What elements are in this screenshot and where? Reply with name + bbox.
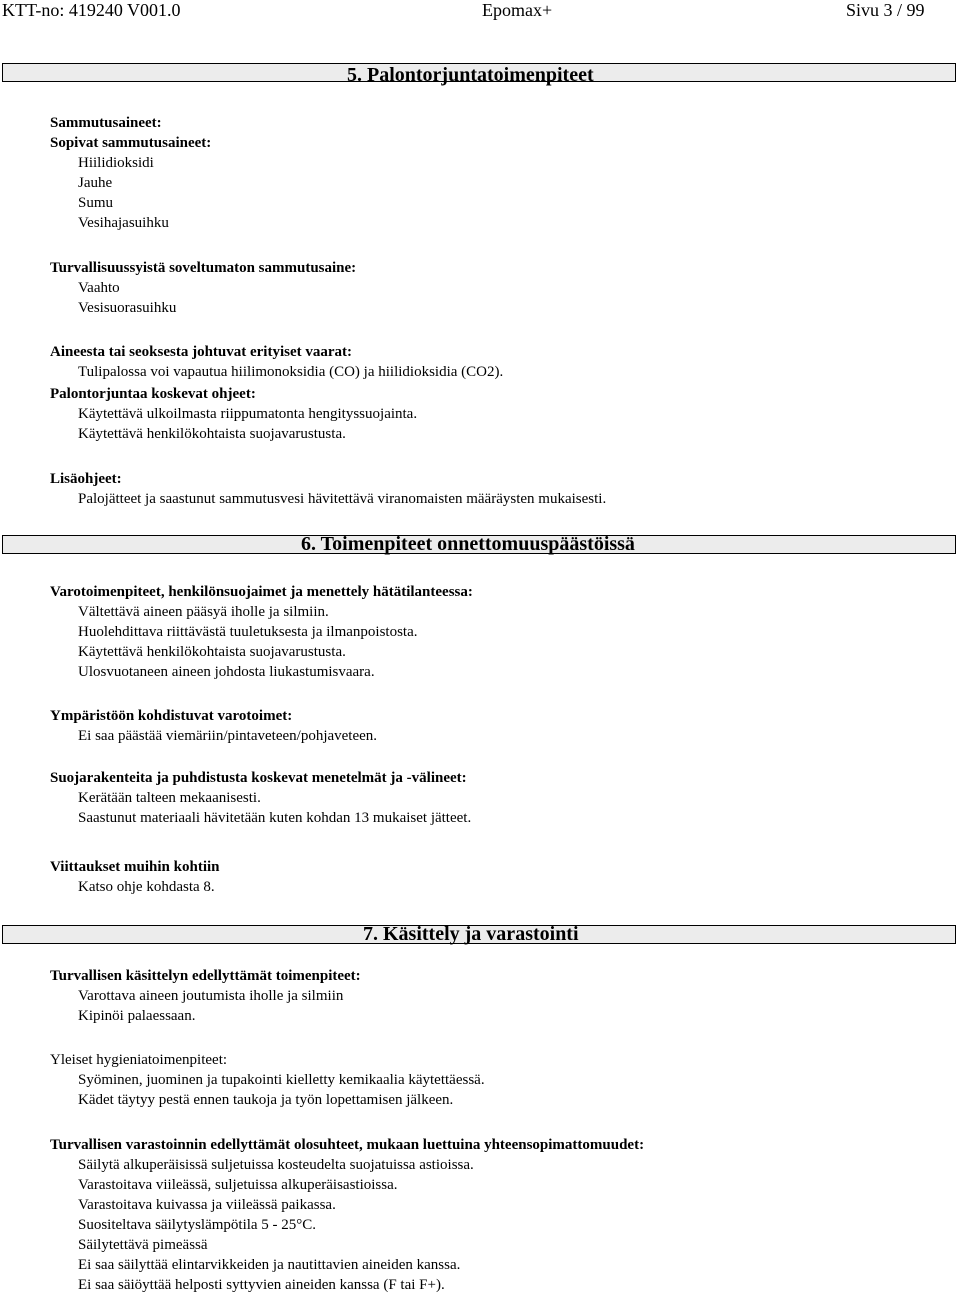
section-7-title: 7. Käsittely ja varastointi bbox=[363, 923, 579, 945]
section-5-title: 5. Palontorjuntatoimenpiteet bbox=[347, 64, 594, 86]
s5-b4-heading-0: Lisäohjeet: bbox=[50, 471, 122, 487]
section-6-title: 6. Toimenpiteet onnettomuuspäästöissä bbox=[301, 533, 635, 555]
s5-block-3 bbox=[50, 384, 930, 444]
s5-b2-line-0: Tulipalossa voi vapautua hiilimonoksidia (CO) ja hiilidioksidia (CO2). bbox=[78, 364, 504, 380]
s5-b0-heading-0: Sammutusaineet: bbox=[50, 115, 162, 131]
s6-b2-heading-0: Suojarakenteita ja puhdistusta koskevat menetelmät ja -välineet: bbox=[50, 770, 467, 786]
s5-b4-line-0: Palojätteet ja saastunut sammutusvesi hävitettävä viranomaisten määräysten mukaisesti. bbox=[78, 491, 607, 507]
s7-block-2 bbox=[50, 1135, 930, 1295]
document-id: KTT-no: 419240 V001.0 bbox=[2, 0, 181, 20]
s6-block-2 bbox=[50, 768, 930, 828]
s5-b2-heading-0: Aineesta tai seoksesta johtuvat erityiset vaarat: bbox=[50, 344, 353, 360]
s7-b0-line-0: Varottava aineen joutumista iholle ja silmiin bbox=[78, 988, 344, 1004]
s5-b1-line-1: Vesisuorasuihku bbox=[78, 300, 177, 316]
s7-b1-line-0: Syöminen, juominen ja tupakointi kielletty kemikaalia käytettäessä. bbox=[78, 1072, 485, 1088]
s6-b2-line-1: Saastunut materiaali hävitetään kuten kohdan 13 mukaiset jätteet. bbox=[78, 810, 472, 826]
product-name: Epomax+ bbox=[482, 0, 553, 20]
s7-b2-line-2: Varastoitava kuivassa ja viileässä paikassa. bbox=[78, 1197, 336, 1213]
s5-b1-heading-0: Turvallisuussyistä soveltumaton sammutusaine: bbox=[50, 260, 357, 276]
s5-b1-line-0: Vaahto bbox=[78, 280, 120, 296]
page-header bbox=[0, 0, 960, 20]
s6-block-3 bbox=[50, 857, 930, 897]
s7-b1-line-1: Kädet täytyy pestä ennen taukoja ja työn lopettamisen jälkeen. bbox=[78, 1092, 454, 1108]
s6-b0-line-3: Ulosvuotaneen aineen johdosta liukastumisvaara. bbox=[78, 664, 375, 680]
s5-b0-line-3: Vesihajasuihku bbox=[78, 215, 169, 231]
s5-block-4 bbox=[50, 469, 930, 509]
s6-b0-heading-0: Varotoimenpiteet, henkilönsuojaimet ja menettely hätätilanteessa: bbox=[50, 584, 473, 600]
page-number: Sivu 3 / 99 bbox=[846, 0, 925, 20]
s5-b0-line-0: Hiilidioksidi bbox=[78, 155, 154, 171]
s5-b3-line-0: Käytettävä ulkoilmasta riippumatonta hengityssuojainta. bbox=[78, 406, 418, 422]
s6-b0-line-1: Huolehdittava riittävästä tuuletuksesta ja ilmanpoistosta. bbox=[78, 624, 418, 640]
s7-b2-line-6: Ei saa säiöyttää helposti syttyvien aineiden kanssa (F tai F+). bbox=[78, 1277, 445, 1293]
s7-b2-line-3: Suositeltava säilytyslämpötila 5 - 25°C. bbox=[78, 1217, 317, 1233]
s5-b3-heading-0: Palontorjuntaa koskevat ohjeet: bbox=[50, 386, 256, 402]
s7-b0-line-1: Kipinöi palaessaan. bbox=[78, 1008, 196, 1024]
s7-block-1 bbox=[50, 1050, 930, 1110]
s7-b2-line-4: Säilytettävä pimeässä bbox=[78, 1237, 208, 1253]
s5-b0-line-1: Jauhe bbox=[78, 175, 113, 191]
s5-b0-line-2: Sumu bbox=[78, 195, 114, 211]
s5-block-0 bbox=[50, 113, 930, 233]
s7-b2-line-5: Ei saa säilyttää elintarvikkeiden ja nautittavien aineiden kanssa. bbox=[78, 1257, 461, 1273]
s6-b1-heading-0: Ympäristöön kohdistuvat varotoimet: bbox=[50, 708, 293, 724]
s5-block-2 bbox=[50, 342, 930, 382]
s6-b1-line-0: Ei saa päästää viemäriin/pintaveteen/pohjaveteen. bbox=[78, 728, 378, 744]
s7-b2-heading-0: Turvallisen varastoinnin edellyttämät olosuhteet, mukaan luettuina yhteensopimattomuudet: bbox=[50, 1137, 645, 1153]
s6-b2-line-0: Kerätään talteen mekaanisesti. bbox=[78, 790, 261, 806]
s6-b3-heading-0: Viittaukset muihin kohtiin bbox=[50, 859, 220, 875]
s7-b1-heading-0: Yleiset hygieniatoimenpiteet: bbox=[50, 1052, 228, 1068]
s6-b0-line-2: Käytettävä henkilökohtaista suojavarustusta. bbox=[78, 644, 346, 660]
s7-b2-line-0: Säilytä alkuperäisissä suljetuissa kosteudelta suojatuissa astioissa. bbox=[78, 1157, 474, 1173]
s6-b0-line-0: Vältettävä aineen pääsyä iholle ja silmiin. bbox=[78, 604, 329, 620]
s7-b0-heading-0: Turvallisen käsittelyn edellyttämät toimenpiteet: bbox=[50, 968, 361, 984]
s5-block-1 bbox=[50, 258, 930, 318]
s6-block-0 bbox=[50, 582, 930, 682]
s7-block-0 bbox=[50, 966, 930, 1026]
s6-block-1 bbox=[50, 706, 930, 746]
s6-b3-line-0: Katso ohje kohdasta 8. bbox=[78, 879, 215, 895]
s5-b3-line-1: Käytettävä henkilökohtaista suojavarustusta. bbox=[78, 426, 346, 442]
s7-b2-line-1: Varastoitava viileässä, suljetuissa alkuperäisastioissa. bbox=[78, 1177, 398, 1193]
s5-b0-heading-1: Sopivat sammutusaineet: bbox=[50, 135, 212, 151]
